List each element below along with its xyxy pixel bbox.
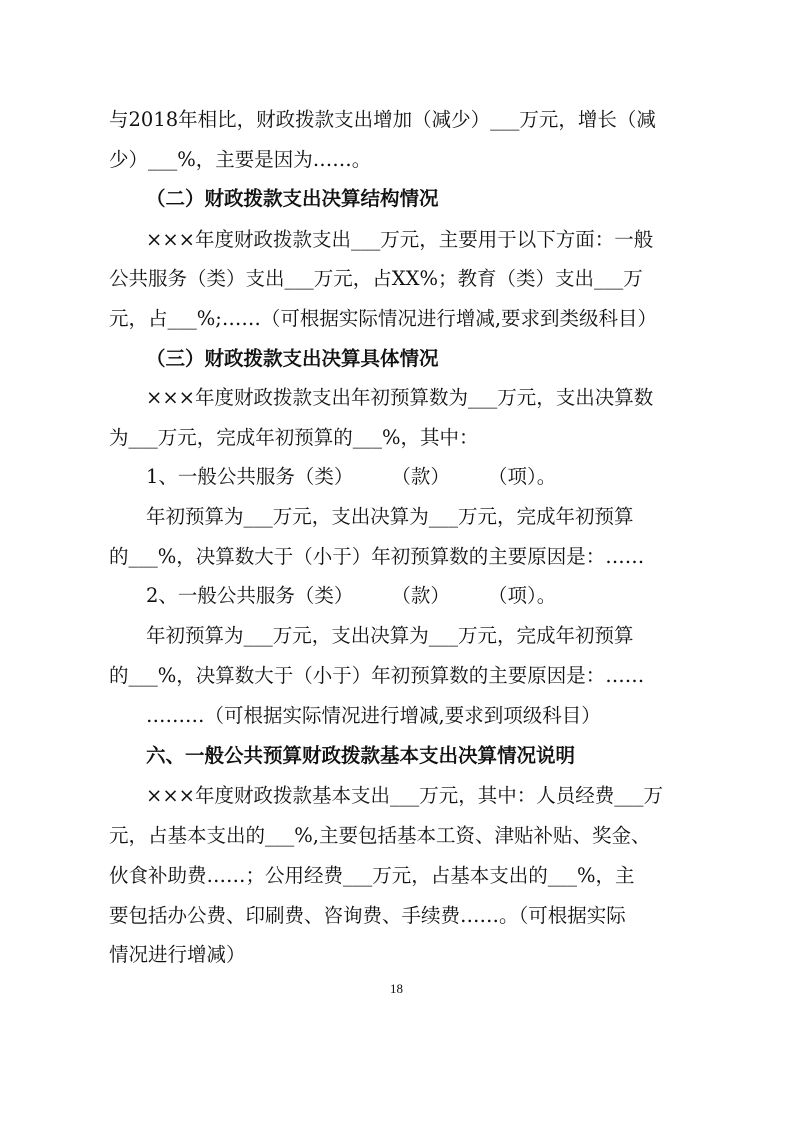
body-line: 伙食补助费……；公用经费___万元，占基本支出的___%，主 xyxy=(109,864,635,887)
body-line: 年初预算为___万元，支出决算为___万元，完成年初预算 xyxy=(146,624,634,647)
body-line: ×××年度财政拨款支出年初预算数为___万元，支出决算数 xyxy=(146,386,654,409)
section-heading: （二）财政拨款支出决算结构情况 xyxy=(146,187,439,210)
page-number: 18 xyxy=(390,981,403,996)
body-line: 要包括办公费、印刷费、咨询费、手续费……。（可根据实际 xyxy=(109,904,626,927)
list-item-section: （款） xyxy=(391,465,450,488)
body-line: 少）___%，主要是因为……。 xyxy=(109,148,372,171)
body-line: 与2018年相比，财政拨款支出增加（减少）___万元，增长（减 xyxy=(109,108,656,131)
body-line: 年初预算为___万元，支出决算为___万元，完成年初预算 xyxy=(146,505,634,528)
list-item-class: 1、一般公共服务（类） xyxy=(146,465,354,488)
body-line: ×××年度财政拨款支出___万元，主要用于以下方面：一般 xyxy=(146,228,654,251)
body-line: 为___万元，完成年初预算的___%，其中： xyxy=(109,426,479,449)
list-item-subsection: （项）。 xyxy=(487,465,557,488)
section-heading: 六、一般公共预算财政拨款基本支出决算情况说明 xyxy=(146,744,576,767)
body-line: 公共服务（类）支出___万元，占XX%；教育（类）支出___万 xyxy=(109,267,643,290)
list-item xyxy=(146,584,689,608)
body-line: 情况进行增减） xyxy=(109,943,246,966)
list-item-section: （款） xyxy=(391,584,450,607)
body-line: ………（可根据实际情况进行增减,要求到项级科目） xyxy=(146,704,601,727)
list-item xyxy=(146,465,689,489)
list-item-subsection: （项）。 xyxy=(487,584,557,607)
body-line: 元，占基本支出的___%,主要包括基本工资、津贴补贴、奖金、 xyxy=(109,824,651,847)
section-heading: （三）财政拨款支出决算具体情况 xyxy=(146,347,439,370)
body-line: 的___%，决算数大于（小于）年初预算数的主要原因是：…… xyxy=(109,664,645,687)
list-item-class: 2、一般公共服务（类） xyxy=(146,584,354,607)
body-line: ×××年度财政拨款基本支出___万元，其中：人员经费___万 xyxy=(146,784,664,807)
body-line: 元，占___%;……（可根据实际情况进行增减,要求到类级科目） xyxy=(109,307,658,330)
body-line: 的___%，决算数大于（小于）年初预算数的主要原因是：…… xyxy=(109,545,645,568)
